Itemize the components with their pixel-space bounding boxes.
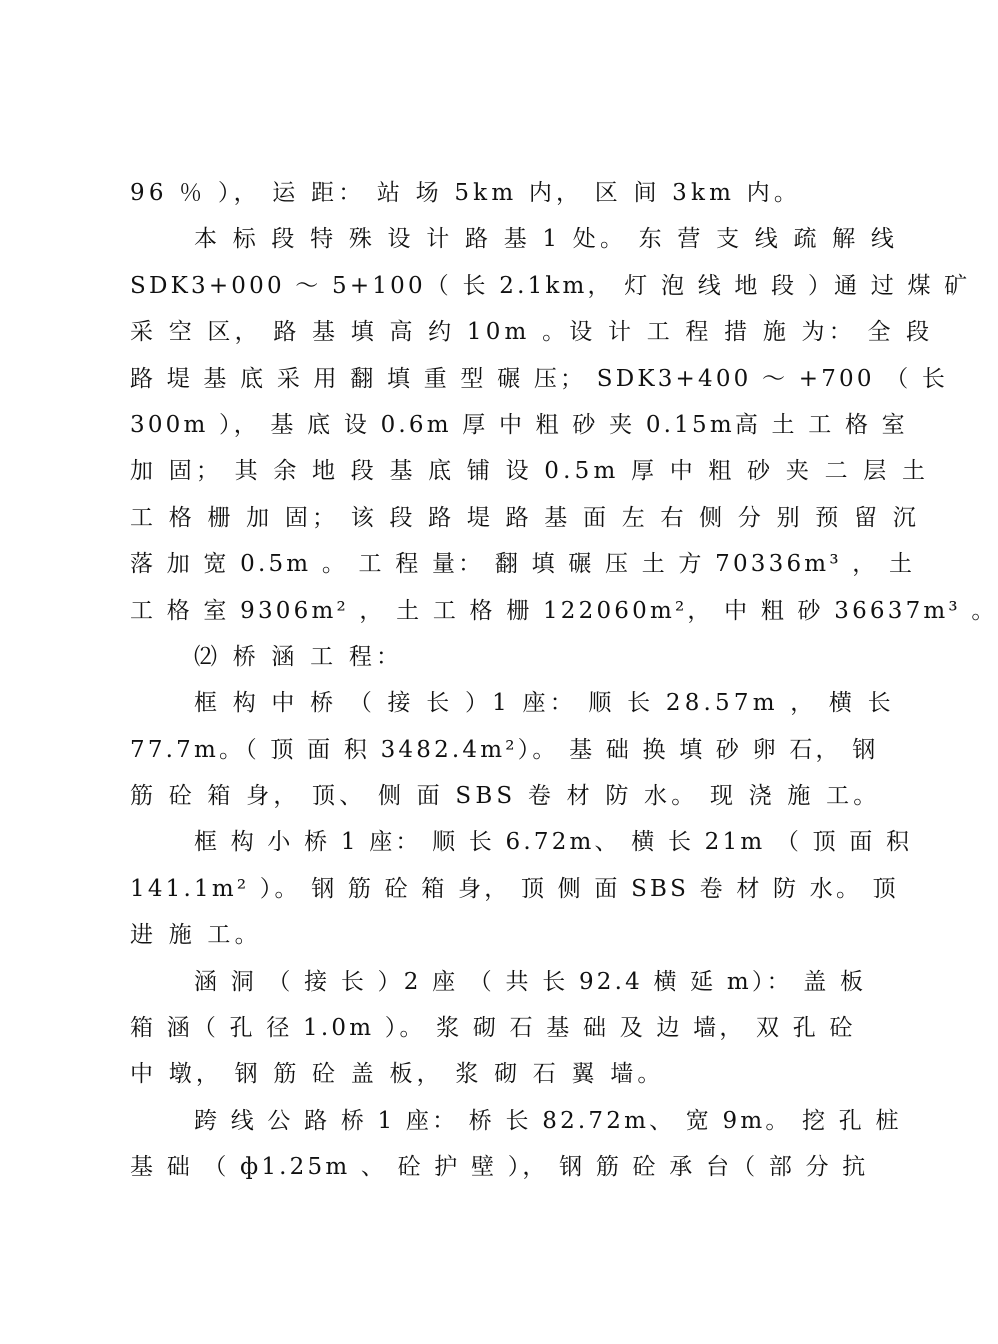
text-line: 框 构 中 桥 （ 接 长 ）1 座： 顺 长 28.57m ， 横 长: [194, 690, 895, 717]
text-line: 工 格 栅 加 固； 该 段 路 堤 路 基 面 左 右 侧 分 别 预 留 沉: [130, 504, 920, 531]
text-line: 工 格 室 9306m² ， 土 工 格 栅 122060m²， 中 粗 砂 36637m³ 。: [130, 597, 998, 624]
text-line: 77.7m。（ 顶 面 积 3482.4m²）。 基 础 换 填 砂 卵 石， 钢: [130, 736, 879, 763]
text-line: 加 固； 其 余 地 段 基 底 铺 设 0.5m 厚 中 粗 砂 夹 二 层 土: [130, 458, 930, 485]
text-line: 141.1m² ）。 钢 筋 砼 箱 身， 顶 侧 面 SBS 卷 材 防 水。 顶: [130, 875, 899, 902]
text-line: 筋 砼 箱 身， 顶、 侧 面 SBS 卷 材 防 水。 现 浇 施 工。: [130, 783, 881, 810]
text-line: 中 墩， 钢 筋 砼 盖 板， 浆 砌 石 翼 墙。: [130, 1061, 665, 1088]
text-line: 进 施 工。: [130, 922, 262, 949]
section-heading: ⑵ 桥 涵 工 程：: [194, 643, 404, 670]
text-line: 路 堤 基 底 采 用 翻 填 重 型 碾 压； SDK3+400 ～ +700 （ 长: [130, 365, 949, 392]
text-line: 采 空 区， 路 基 填 高 约 10m 。设 计 工 程 措 施 为： 全 段: [130, 319, 934, 346]
text-line: 落 加 宽 0.5m 。 工 程 量： 翻 填 碾 压 土 方 70336m³ ， 土: [130, 551, 916, 578]
text-line: 本 标 段 特 殊 设 计 路 基 1 处。 东 营 支 线 疏 解 线: [194, 226, 899, 253]
text-line: 跨 线 公 路 桥 1 座： 桥 长 82.72m、 宽 9m。 挖 孔 桩: [194, 1107, 902, 1134]
text-line: 涵 洞 （ 接 长 ）2 座 （ 共 长 92.4 横 延 m）： 盖 板: [194, 968, 867, 995]
text-line: 300m ）， 基 底 设 0.6m 厚 中 粗 砂 夹 0.15m高 土 工 格 室: [130, 411, 908, 438]
text-line: 箱 涵（ 孔 径 1.0m ）。 浆 砌 石 基 础 及 边 墙， 双 孔 砼: [130, 1015, 856, 1042]
text-line: 框 构 小 桥 1 座： 顺 长 6.72m、 横 长 21m （ 顶 面 积: [194, 829, 913, 856]
text-line: 96 ％ ）， 运 距： 站 场 5km 内， 区 间 3km 内。: [130, 180, 802, 206]
text-line: 基 础 （ ф1.25m 、 砼 护 壁 ）， 钢 筋 砼 承 台（ 部 分 抗: [130, 1154, 869, 1181]
text-line: SDK3+000 ～ 5+100（ 长 2.1km， 灯 泡 线 地 段 ）通 过 煤 矿: [130, 272, 971, 299]
body-text: [130, 170, 998, 1191]
